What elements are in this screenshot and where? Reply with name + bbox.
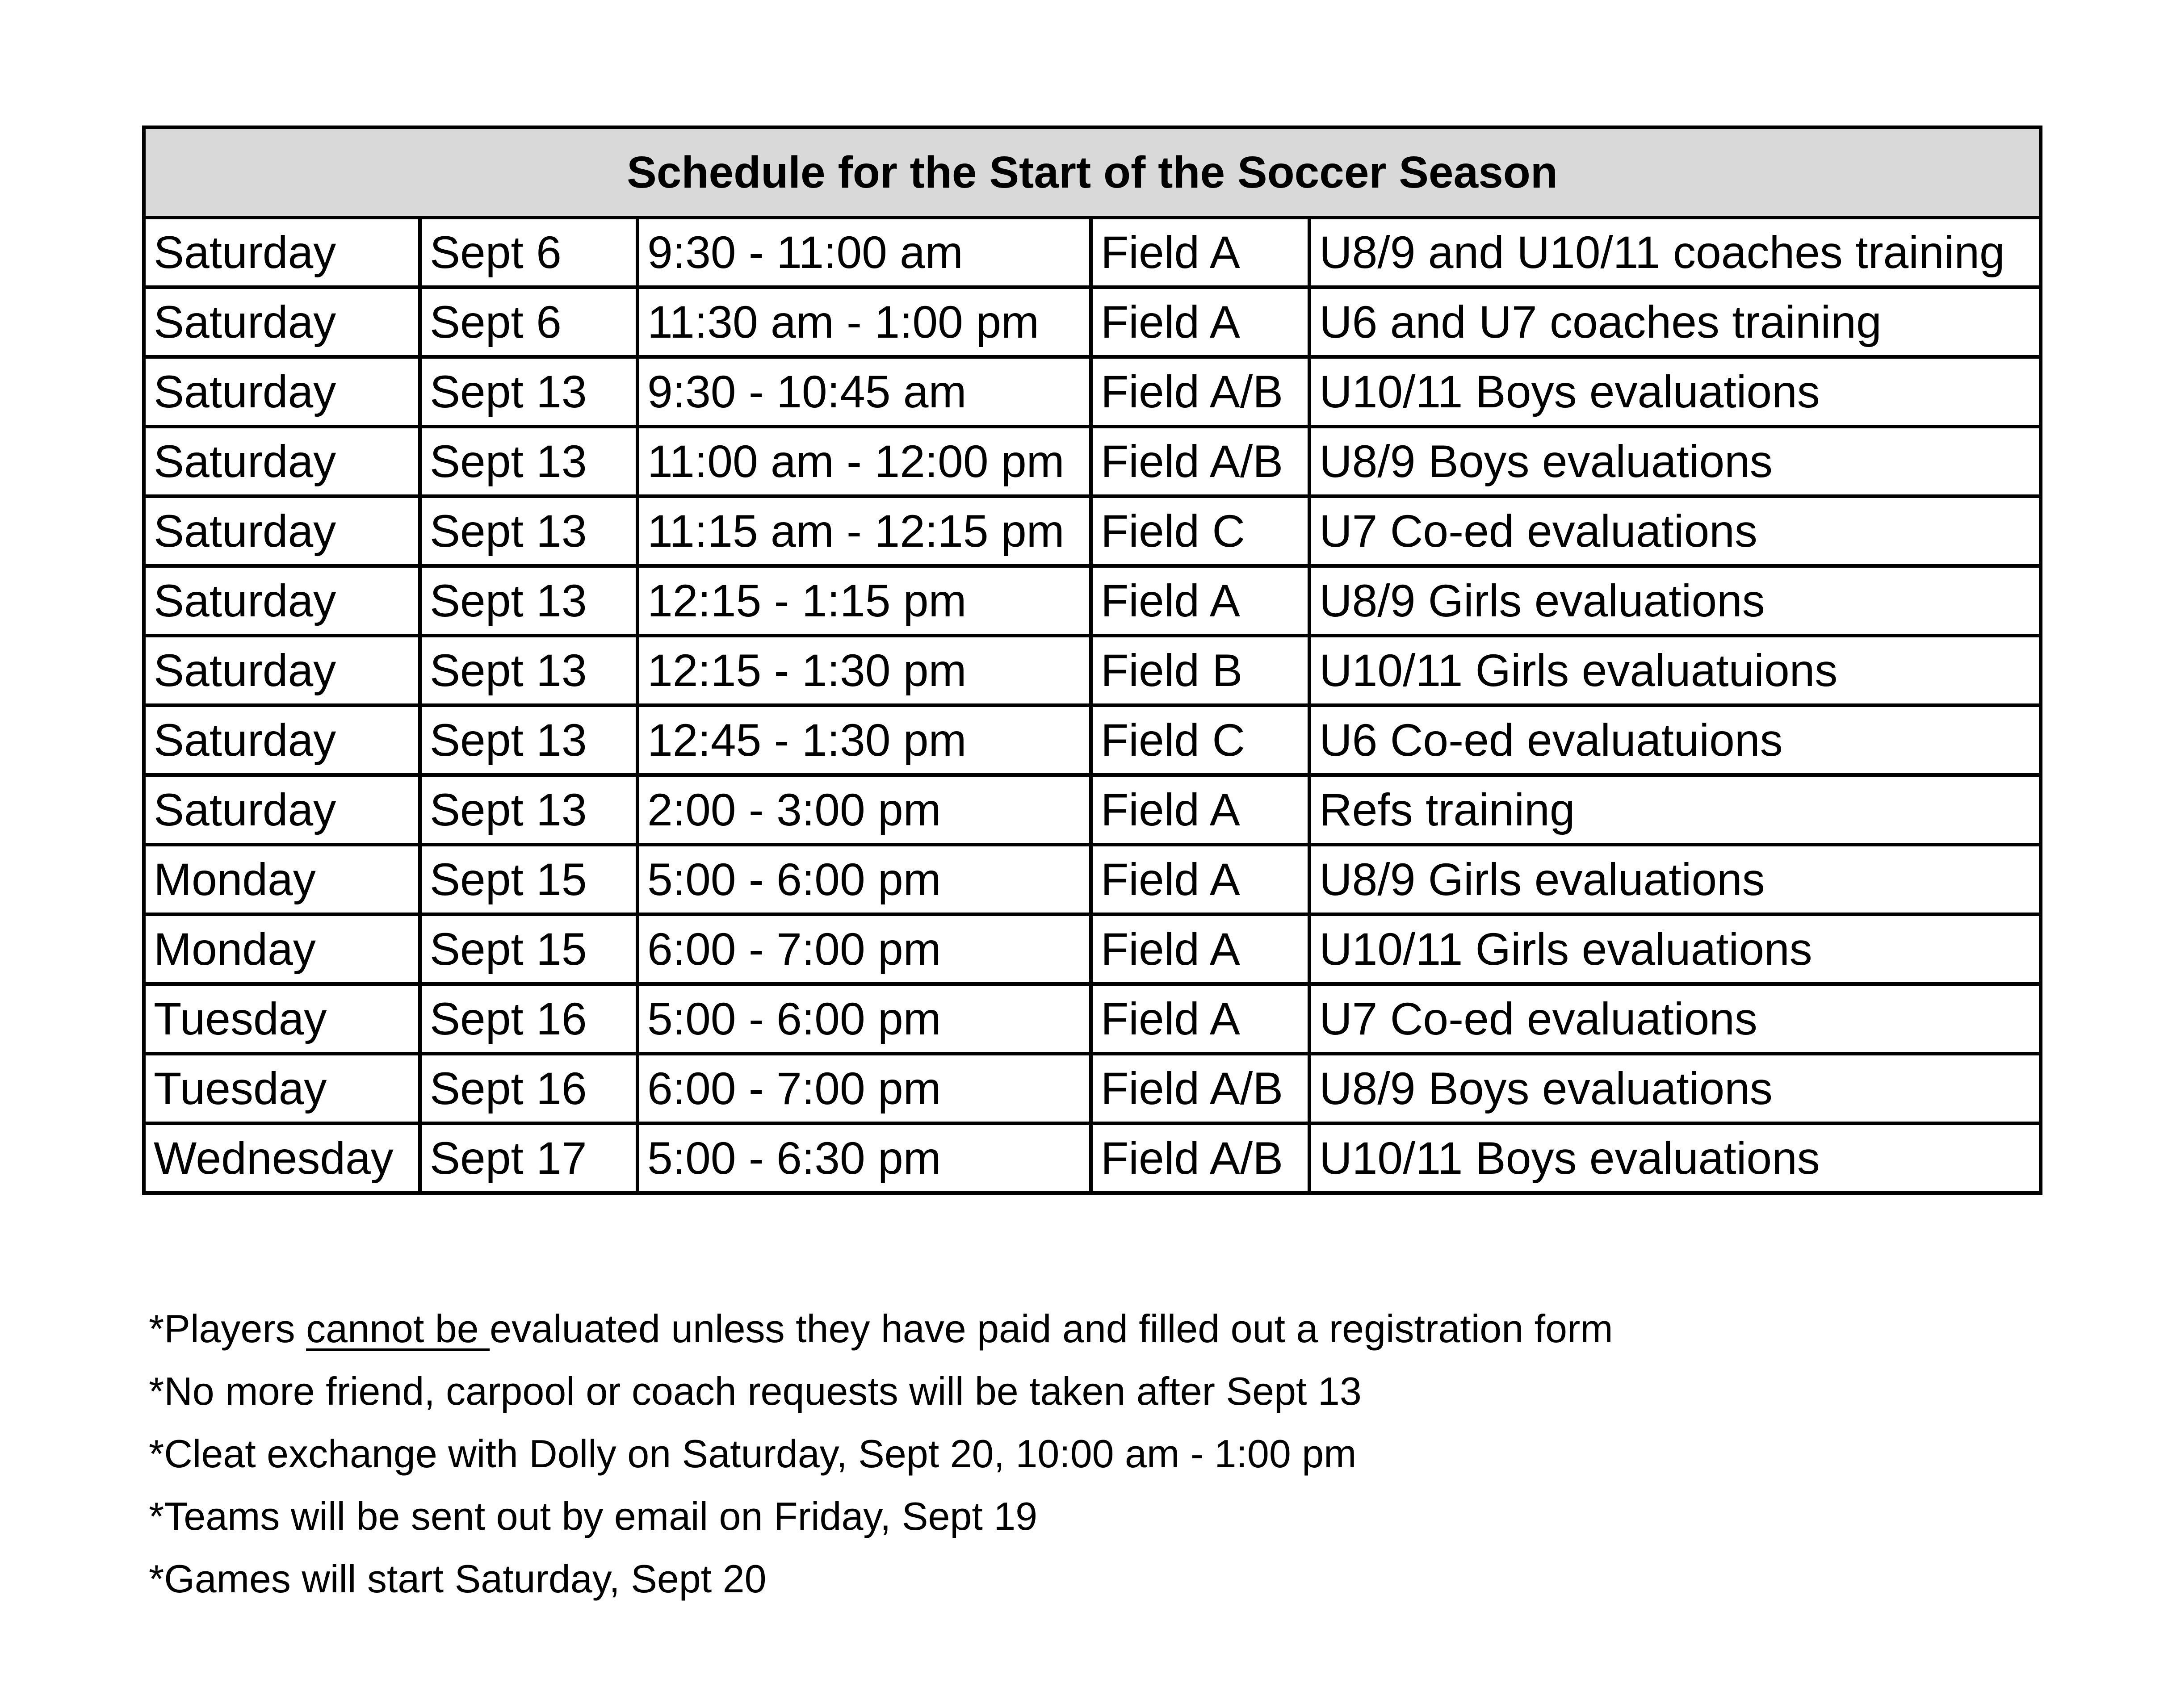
field-cell: Field A: [1091, 218, 1309, 287]
field-cell: Field A: [1091, 845, 1309, 914]
table-row: [144, 566, 2041, 636]
table-row: [144, 984, 2041, 1054]
field-cell: Field A/B: [1091, 1123, 1309, 1193]
time-cell: 11:30 am - 1:00 pm: [637, 287, 1091, 357]
date-cell: Sept 13: [420, 636, 637, 705]
table-row: [144, 1123, 2041, 1193]
time-cell: 12:15 - 1:15 pm: [637, 566, 1091, 636]
note-teams: *Teams will be sent out by email on Friday, Sept 19: [149, 1494, 1038, 1538]
field-cell: Field A: [1091, 775, 1309, 845]
activity-cell: U10/11 Boys evaluations: [1309, 357, 2041, 427]
time-cell: 5:00 - 6:00 pm: [637, 984, 1091, 1054]
time-cell: 5:00 - 6:30 pm: [637, 1123, 1091, 1193]
activity-cell: U8/9 and U10/11 coaches training: [1309, 218, 2041, 287]
date-cell: Sept 6: [420, 218, 637, 287]
time-cell: 6:00 - 7:00 pm: [637, 914, 1091, 984]
date-cell: Sept 13: [420, 357, 637, 427]
day-cell: Tuesday: [144, 984, 420, 1054]
date-cell: Sept 16: [420, 1054, 637, 1123]
day-cell: Saturday: [144, 287, 420, 357]
date-cell: Sept 13: [420, 566, 637, 636]
activity-cell: U10/11 Girls evaluations: [1309, 914, 2041, 984]
note-registration-suffix: evaluated unless they have paid and filled out a registration form: [490, 1306, 1613, 1351]
activity-cell: U7 Co-ed evaluations: [1309, 496, 2041, 566]
day-cell: Saturday: [144, 357, 420, 427]
activity-cell: U8/9 Girls evaluations: [1309, 566, 2041, 636]
day-cell: Saturday: [144, 427, 420, 496]
time-cell: 12:15 - 1:30 pm: [637, 636, 1091, 705]
date-cell: Sept 6: [420, 287, 637, 357]
field-cell: Field C: [1091, 705, 1309, 775]
note-registration-prefix: *Players: [149, 1306, 306, 1351]
title-row: [144, 127, 2041, 218]
date-cell: Sept 13: [420, 496, 637, 566]
time-cell: 5:00 - 6:00 pm: [637, 845, 1091, 914]
activity-cell: U10/11 Boys evaluations: [1309, 1123, 2041, 1193]
table-row: [144, 845, 2041, 914]
note-registration-emphasis: cannot be: [306, 1306, 490, 1351]
field-cell: Field A: [1091, 914, 1309, 984]
day-cell: Saturday: [144, 566, 420, 636]
time-cell: 6:00 - 7:00 pm: [637, 1054, 1091, 1123]
date-cell: Sept 16: [420, 984, 637, 1054]
activity-cell: U10/11 Girls evaluatuions: [1309, 636, 2041, 705]
field-cell: Field A: [1091, 566, 1309, 636]
activity-cell: U6 and U7 coaches training: [1309, 287, 2041, 357]
day-cell: Monday: [144, 845, 420, 914]
activity-cell: U7 Co-ed evaluations: [1309, 984, 2041, 1054]
field-cell: Field A/B: [1091, 1054, 1309, 1123]
date-cell: Sept 15: [420, 845, 637, 914]
activity-cell: Refs training: [1309, 775, 2041, 845]
day-cell: Wednesday: [144, 1123, 420, 1193]
day-cell: Tuesday: [144, 1054, 420, 1123]
schedule-body: [144, 218, 2041, 1193]
table-row: [144, 914, 2041, 984]
table-row: [144, 1054, 2041, 1123]
date-cell: Sept 13: [420, 427, 637, 496]
time-cell: 11:15 am - 12:15 pm: [637, 496, 1091, 566]
note-cleat-exchange: *Cleat exchange with Dolly on Saturday, Sept 20, 10:00 am - 1:00 pm: [149, 1432, 1357, 1476]
field-cell: Field C: [1091, 496, 1309, 566]
schedule-title: Schedule for the Start of the Soccer Season: [144, 127, 2041, 218]
field-cell: Field A/B: [1091, 427, 1309, 496]
note-games-start: *Games will start Saturday, Sept 20: [149, 1557, 767, 1601]
day-cell: Monday: [144, 914, 420, 984]
time-cell: 2:00 - 3:00 pm: [637, 775, 1091, 845]
date-cell: Sept 17: [420, 1123, 637, 1193]
activity-cell: U8/9 Boys evaluations: [1309, 1054, 2041, 1123]
day-cell: Saturday: [144, 705, 420, 775]
table-row: [144, 357, 2041, 427]
time-cell: 12:45 - 1:30 pm: [637, 705, 1091, 775]
schedule-table: [142, 126, 2042, 1195]
table-row: [144, 427, 2041, 496]
field-cell: Field A/B: [1091, 357, 1309, 427]
day-cell: Saturday: [144, 636, 420, 705]
date-cell: Sept 13: [420, 705, 637, 775]
date-cell: Sept 13: [420, 775, 637, 845]
field-cell: Field A: [1091, 984, 1309, 1054]
time-cell: 11:00 am - 12:00 pm: [637, 427, 1091, 496]
date-cell: Sept 15: [420, 914, 637, 984]
field-cell: Field B: [1091, 636, 1309, 705]
note-registration: [149, 1298, 2025, 1360]
table-row: [144, 705, 2041, 775]
activity-cell: U6 Co-ed evaluatuions: [1309, 705, 2041, 775]
table-row: [144, 775, 2041, 845]
table-row: [144, 636, 2041, 705]
activity-cell: U8/9 Girls evaluations: [1309, 845, 2041, 914]
notes-section: [149, 1298, 2025, 1610]
activity-cell: U8/9 Boys evaluations: [1309, 427, 2041, 496]
note-requests: *No more friend, carpool or coach requests will be taken after Sept 13: [149, 1369, 1362, 1413]
field-cell: Field A: [1091, 287, 1309, 357]
time-cell: 9:30 - 11:00 am: [637, 218, 1091, 287]
table-row: [144, 496, 2041, 566]
day-cell: Saturday: [144, 218, 420, 287]
table-row: [144, 218, 2041, 287]
time-cell: 9:30 - 10:45 am: [637, 357, 1091, 427]
day-cell: Saturday: [144, 496, 420, 566]
day-cell: Saturday: [144, 775, 420, 845]
table-row: [144, 287, 2041, 357]
